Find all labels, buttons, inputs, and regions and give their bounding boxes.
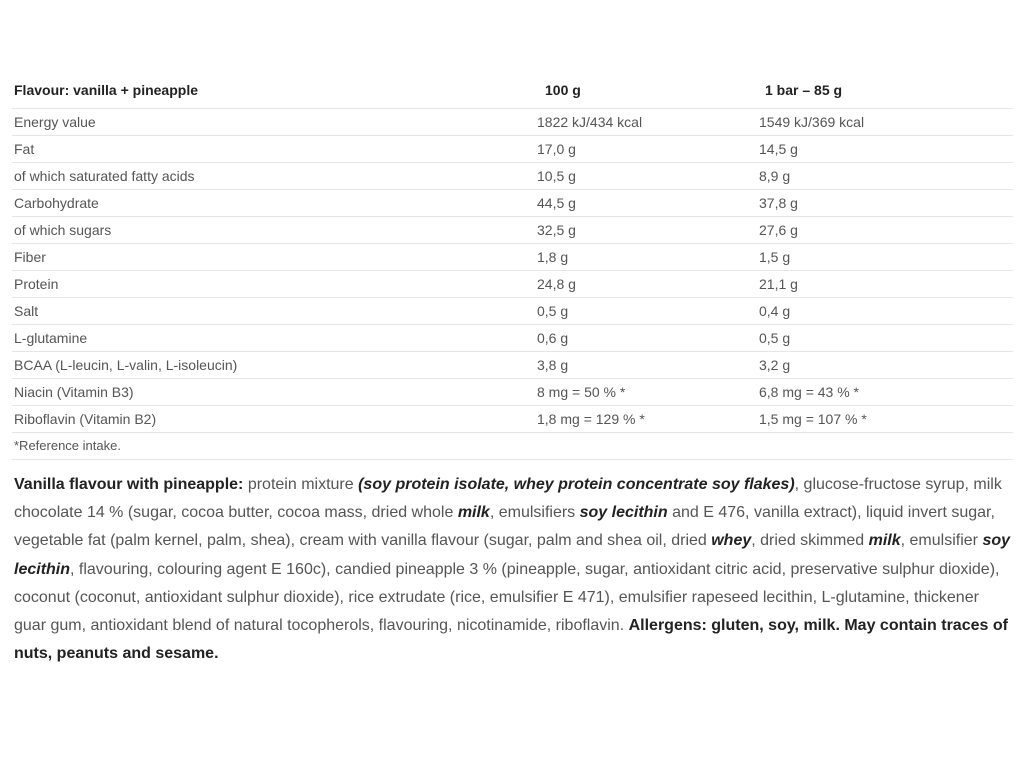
allergen-emphasis: (soy protein isolate, whey protein concentrate soy flakes) xyxy=(358,476,795,493)
nutrient-name: Energy value xyxy=(12,109,524,136)
value-per-bar: 27,6 g xyxy=(759,217,1013,244)
value-per-bar: 1,5 mg = 107 % * xyxy=(759,406,1013,433)
value-per-100g: 10,5 g xyxy=(524,163,759,190)
value-per-100g: 0,6 g xyxy=(524,325,759,352)
value-per-bar: 14,5 g xyxy=(759,136,1013,163)
allergen-emphasis: soy lecithin xyxy=(14,532,1011,578)
table-row xyxy=(12,217,1013,244)
header-per-bar: 1 bar – 85 g xyxy=(759,72,1013,109)
table-row xyxy=(12,271,1013,298)
table-row xyxy=(12,352,1013,379)
value-per-100g: 17,0 g xyxy=(524,136,759,163)
value-per-bar: 37,8 g xyxy=(759,190,1013,217)
value-per-100g: 24,8 g xyxy=(524,271,759,298)
value-per-100g: 0,5 g xyxy=(524,298,759,325)
value-per-100g: 8 mg = 50 % * xyxy=(524,379,759,406)
nutrient-name: L-glutamine xyxy=(12,325,524,352)
table-row xyxy=(12,109,1013,136)
reference-footnote: *Reference intake. xyxy=(12,433,1013,460)
value-per-bar: 21,1 g xyxy=(759,271,1013,298)
ingredients-bold-text: Vanilla flavour with pineapple: xyxy=(14,476,244,493)
nutrient-name: Fat xyxy=(12,136,524,163)
ingredients-text: , glucose-fructose syrup, milk chocolate 14 % (sugar, cocoa butter, cocoa mass, dried whole xyxy=(14,476,1002,522)
value-per-bar: 1549 kJ/369 kcal xyxy=(759,109,1013,136)
nutrient-name: Niacin (Vitamin B3) xyxy=(12,379,524,406)
ingredients-paragraph xyxy=(12,471,1014,668)
nutrition-section xyxy=(12,72,1013,684)
nutrient-name: Protein xyxy=(12,271,524,298)
table-row xyxy=(12,244,1013,271)
allergen-emphasis: soy lecithin xyxy=(579,504,668,522)
nutrition-table xyxy=(12,72,1013,433)
table-row xyxy=(12,190,1013,217)
value-per-100g: 1,8 mg = 129 % * xyxy=(524,406,759,433)
value-per-bar: 3,2 g xyxy=(759,352,1013,379)
value-per-100g: 3,8 g xyxy=(524,352,759,379)
value-per-100g: 44,5 g xyxy=(524,190,759,217)
table-header-row xyxy=(12,72,1013,109)
value-per-100g: 32,5 g xyxy=(524,217,759,244)
nutrient-name: of which saturated fatty acids xyxy=(12,163,524,190)
table-row xyxy=(12,325,1013,352)
nutrient-name: Fiber xyxy=(12,244,524,271)
ingredients-text: , flavouring, colouring agent E 160c), candied pineapple 3 % (pineapple, sugar, antioxidant citric acid, preservative sulphur dioxide), coconut (coconut, antioxidant sulphur dioxide), rice extrudate (rice, emulsifier E 471), emulsifier rapeseed lecithin, L-glutamine, thickener guar gum, antioxidant blend of natural tocopherols, flavouring, nicotinamide, riboflavin. xyxy=(14,560,1000,635)
nutrient-name: Riboflavin (Vitamin B2) xyxy=(12,406,524,433)
table-row xyxy=(12,406,1013,433)
header-flavour: Flavour: vanilla + pineapple xyxy=(12,72,524,109)
ingredients-bold-text: Allergens: gluten, soy, milk. May contain traces of nuts, peanuts and sesame. xyxy=(14,617,1008,663)
nutrient-name: of which sugars xyxy=(12,217,524,244)
ingredients-text: , dried skimmed xyxy=(751,532,869,550)
nutrient-name: Salt xyxy=(12,298,524,325)
table-row xyxy=(12,136,1013,163)
table-row xyxy=(12,163,1013,190)
nutrition-table-body xyxy=(12,109,1013,433)
ingredients-text: protein mixture xyxy=(243,476,359,493)
table-row xyxy=(12,379,1013,406)
allergen-emphasis: milk xyxy=(457,504,490,522)
value-per-bar: 1,5 g xyxy=(759,244,1013,271)
table-row xyxy=(12,298,1013,325)
ingredients-text: , emulsifiers xyxy=(489,504,580,522)
ingredients-text: and E 476, vanilla extract), liquid invert sugar, vegetable fat (palm kernel, palm, shea), cream with vanilla flavour (sugar, palm and shea oil, dried xyxy=(14,504,995,550)
value-per-bar: 0,4 g xyxy=(759,298,1013,325)
value-per-100g: 1822 kJ/434 kcal xyxy=(524,109,759,136)
value-per-100g: 1,8 g xyxy=(524,244,759,271)
ingredients-text: , emulsifier xyxy=(900,532,983,550)
value-per-bar: 0,5 g xyxy=(759,325,1013,352)
nutrient-name: BCAA (L-leucin, L-valin, L-isoleucin) xyxy=(12,352,524,379)
allergen-emphasis: whey xyxy=(711,532,752,550)
nutrient-name: Carbohydrate xyxy=(12,190,524,217)
value-per-bar: 8,9 g xyxy=(759,163,1013,190)
header-per-100g: 100 g xyxy=(524,72,759,109)
allergen-emphasis: milk xyxy=(868,532,901,550)
value-per-bar: 6,8 mg = 43 % * xyxy=(759,379,1013,406)
